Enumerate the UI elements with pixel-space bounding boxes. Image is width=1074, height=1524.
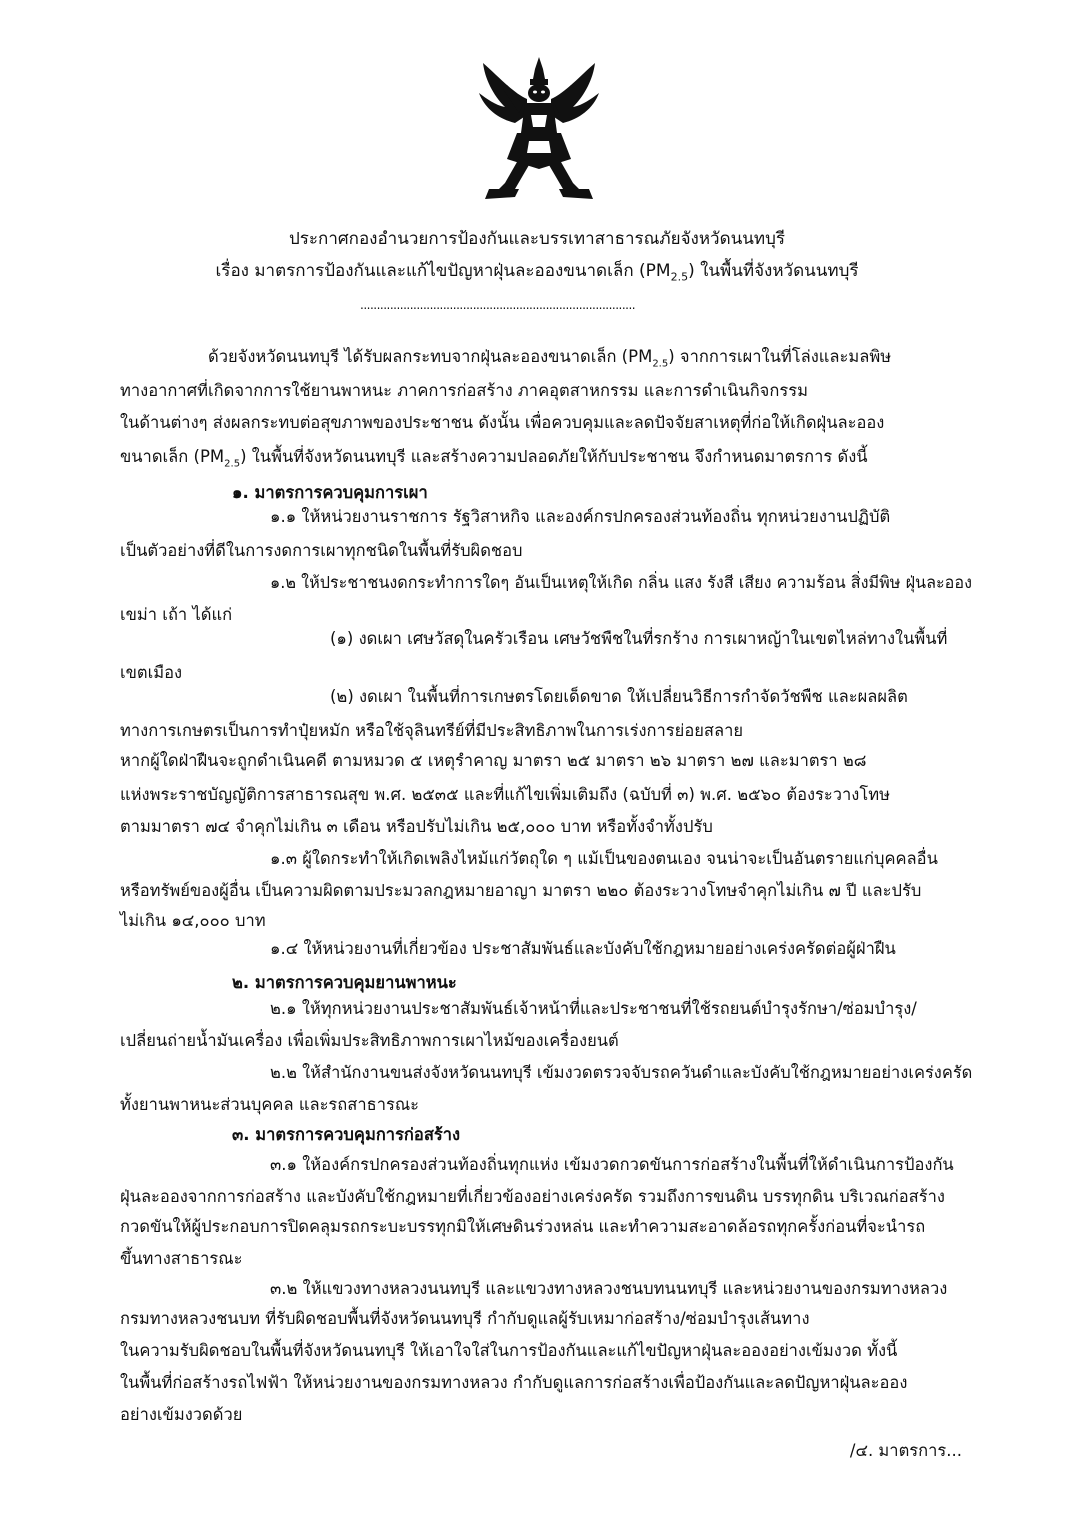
s1-2-1-line-1: (๑) งดเผา เศษวัสดุในครัวเรือน เศษวัชพืชในที่รกร้าง การเผาหญ้าในเขตไหล่ทางในพื้นที่ (330, 629, 948, 648)
s1-3-line-2: หรือทรัพย์ของผู้อื่น เป็นความผิดตามประมวลกฎหมายอาญา มาตรา ๒๒๐ ต้องระวางโทษจำคุกไม่เกิน ๗ ปี และปรับ (120, 881, 922, 900)
subject-line: เรื่อง มาตรการป้องกันและแก้ไขปัญหาฝุ่นละอองขนาดเล็ก $(PM_{2.5})$ ในพื้นที่จังหวัดนนทบุรี (215, 261, 859, 284)
s2-2-line-1: ๒.๒ ให้สำนักงานขนส่งจังหวัดนนทบุรี เข้มงวดตรวจจับรถควันดำและบังคับใช้กฎหมายอย่างเคร่งครัด (270, 1063, 973, 1082)
s3-1-line-2: ฝุ่นละอองจากการก่อสร้าง และบังคับใช้กฎหมายที่เกี่ยวข้องอย่างเคร่งครัด รวมถึงการขนดิน บรรทุกดิน บริเวณก่อสร้าง (120, 1187, 945, 1206)
section-1-heading: ๑. มาตรการควบคุมการเผา (232, 483, 428, 502)
s1-2-line-1: ๑.๒ ให้ประชาชนงดกระทำการใดๆ อันเป็นเหตุให้เกิด กลิ่น แสง รังสี เสียง ความร้อน สิ่งมีพิษ ฝุ่นละออง (270, 573, 972, 592)
s2-2-line-2: ทั้งยานพาหนะส่วนบุคคล และรถสาธารณะ (120, 1095, 419, 1114)
s3-1-line-4: ขึ้นทางสาธารณะ (120, 1249, 243, 1268)
s3-1-line-3: กวดขันให้ผู้ประกอบการปิดคลุมรถกระบะบรรทุกมิให้เศษดินร่วงหล่น และทำความสะอาดล้อรถทุกครั้งก่อนที่จะนำรถ (120, 1217, 926, 1236)
s1-1-line-1: ๑.๑ ให้หน่วยงานราชการ รัฐวิสาหกิจ และองค์กรปกครองส่วนท้องถิ่น ทุกหน่วยงานปฏิบัติ (270, 507, 891, 526)
announcement-title: ประกาศกองอำนวยการป้องกันและบรรเทาสาธารณภัยจังหวัดนนทบุรี (288, 229, 785, 249)
intro-line-1: ด้วยจังหวัดนนทบุรี ได้รับผลกระทบจากฝุ่นละอองขนาดเล็ก $(PM_{2.5})$ จากการเผาในที่โล่งและมลพิษ (208, 347, 892, 370)
continuation-marker: /๔. มาตรการ... (849, 1441, 962, 1460)
s2-1-line-2: เปลี่ยนถ่ายน้ำมันเครื่อง เพื่อเพิ่มประสิทธิภาพการเผาไหม้ของเครื่องยนต์ (120, 1031, 619, 1050)
section-2-heading: ๒. มาตรการควบคุมยานพาหนะ (232, 973, 457, 992)
s1-2-2-line-2: ทางการเกษตรเป็นการทำปุ๋ยหมัก หรือใช้จุลินทรีย์ที่มีประสิทธิภาพในการเร่งการย่อยสลาย (120, 721, 744, 740)
s3-2-line-1: ๓.๒ ให้แขวงทางหลวงนนทบุรี และแขวงทางหลวงชนบทนนทบุรี และหน่วยงานของกรมทางหลวง (270, 1279, 948, 1298)
s3-2-line-3: ในความรับผิดชอบในพื้นที่จังหวัดนนทบุรี ให้เอาใจใส่ในการป้องกันและแก้ไขปัญหาฝุ่นละอองอย่างเข้มงวด ทั้งนี้ (120, 1341, 898, 1360)
s1-3-line-3: ไม่เกิน ๑๔,๐๐๐ บาท (120, 911, 266, 930)
section-3-heading: ๓. มาตรการควบคุมการก่อสร้าง (232, 1125, 461, 1144)
title-separator: ................................................................................... (360, 298, 636, 312)
s1-2-2-line-3: หากผู้ใดฝ่าฝืนจะถูกดำเนินคดี ตามหมวด ๕ เหตุรำคาญ มาตรา ๒๕ มาตรา ๒๖ มาตรา ๒๗ และมาตรา ๒๘ (120, 751, 867, 770)
s1-2-2-line-5: ตามมาตรา ๗๔ จำคุกไม่เกิน ๓ เดือน หรือปรับไม่เกิน ๒๕,๐๐๐ บาท หรือทั้งจำทั้งปรับ (120, 817, 713, 836)
intro-line-3: ในด้านต่างๆ ส่งผลกระทบต่อสุขภาพของประชาชน ดังนั้น เพื่อควบคุมและลดปัจจัยสาเหตุที่ก่อให้เกิดฝุ่นละออง (120, 413, 885, 432)
s1-2-1-line-2: เขตเมือง (120, 663, 183, 682)
intro-line-4: ขนาดเล็ก $(PM_{2.5})$ ในพื้นที่จังหวัดนนทบุรี และสร้างความปลอดภัยให้กับประชาชน จึงกำหนดมาตรการ ดังนี้ (120, 447, 868, 470)
s3-2-line-4: ในพื้นที่ก่อสร้างรถไฟฟ้า ให้หน่วยงานของกรมทางหลวง กำกับดูแลการก่อสร้างเพื่อป้องกันและลดปัญหาฝุ่นละออง (120, 1373, 908, 1392)
s2-1-line-1: ๒.๑ ให้ทุกหน่วยงานประชาสัมพันธ์เจ้าหน้าที่และประชาชนที่ใช้รถยนต์บำรุงรักษา/ซ่อมบำรุง/ (270, 999, 917, 1018)
s1-4-line: ๑.๔ ให้หน่วยงานที่เกี่ยวข้อง ประชาสัมพันธ์และบังคับใช้กฎหมายอย่างเคร่งครัดต่อผู้ฝ่าฝืน (270, 939, 896, 958)
s3-2-line-2: กรมทางหลวงชนบท ที่รับผิดชอบพื้นที่จังหวัดนนทบุรี กำกับดูแลผู้รับเหมาก่อสร้าง/ซ่อมบำรุงเส้นทาง (120, 1309, 810, 1328)
s1-2-line-2: เขม่า เถ้า ได้แก่ (120, 605, 233, 624)
s1-1-line-2: เป็นตัวอย่างที่ดีในการงดการเผาทุกชนิดในพื้นที่รับผิดชอบ (120, 541, 523, 560)
s3-2-line-5: อย่างเข้มงวดด้วย (120, 1405, 243, 1424)
s1-2-2-line-1: (๒) งดเผา ในพื้นที่การเกษตรโดยเด็ดขาด ให้เปลี่ยนวิธีการกำจัดวัชพืช และผลผลิต (330, 687, 908, 706)
garuda-emblem-icon (475, 55, 603, 205)
s3-1-line-1: ๓.๑ ให้องค์กรปกครองส่วนท้องถิ่นทุกแห่ง เข้มงวดกวดขันการก่อสร้างในพื้นที่ให้ดำเนินการป้องกัน (270, 1155, 954, 1174)
s1-2-2-line-4: แห่งพระราชบัญญัติการสาธารณสุข พ.ศ. ๒๕๓๕ และที่แก้ไขเพิ่มเติมถึง (ฉบับที่ ๓) พ.ศ. ๒๕๖๐ ต้องระวางโทษ (120, 785, 890, 804)
intro-line-2: ทางอากาศที่เกิดจากการใช้ยานพาหนะ ภาคการก่อสร้าง ภาคอุตสาหกรรม และการดำเนินกิจกรรม (120, 381, 808, 400)
s1-3-line-1: ๑.๓ ผู้ใดกระทำให้เกิดเพลิงไหม้แก่วัตถุใด ๆ แม้เป็นของตนเอง จนน่าจะเป็นอันตรายแก่บุคคลอื่น (270, 849, 938, 868)
